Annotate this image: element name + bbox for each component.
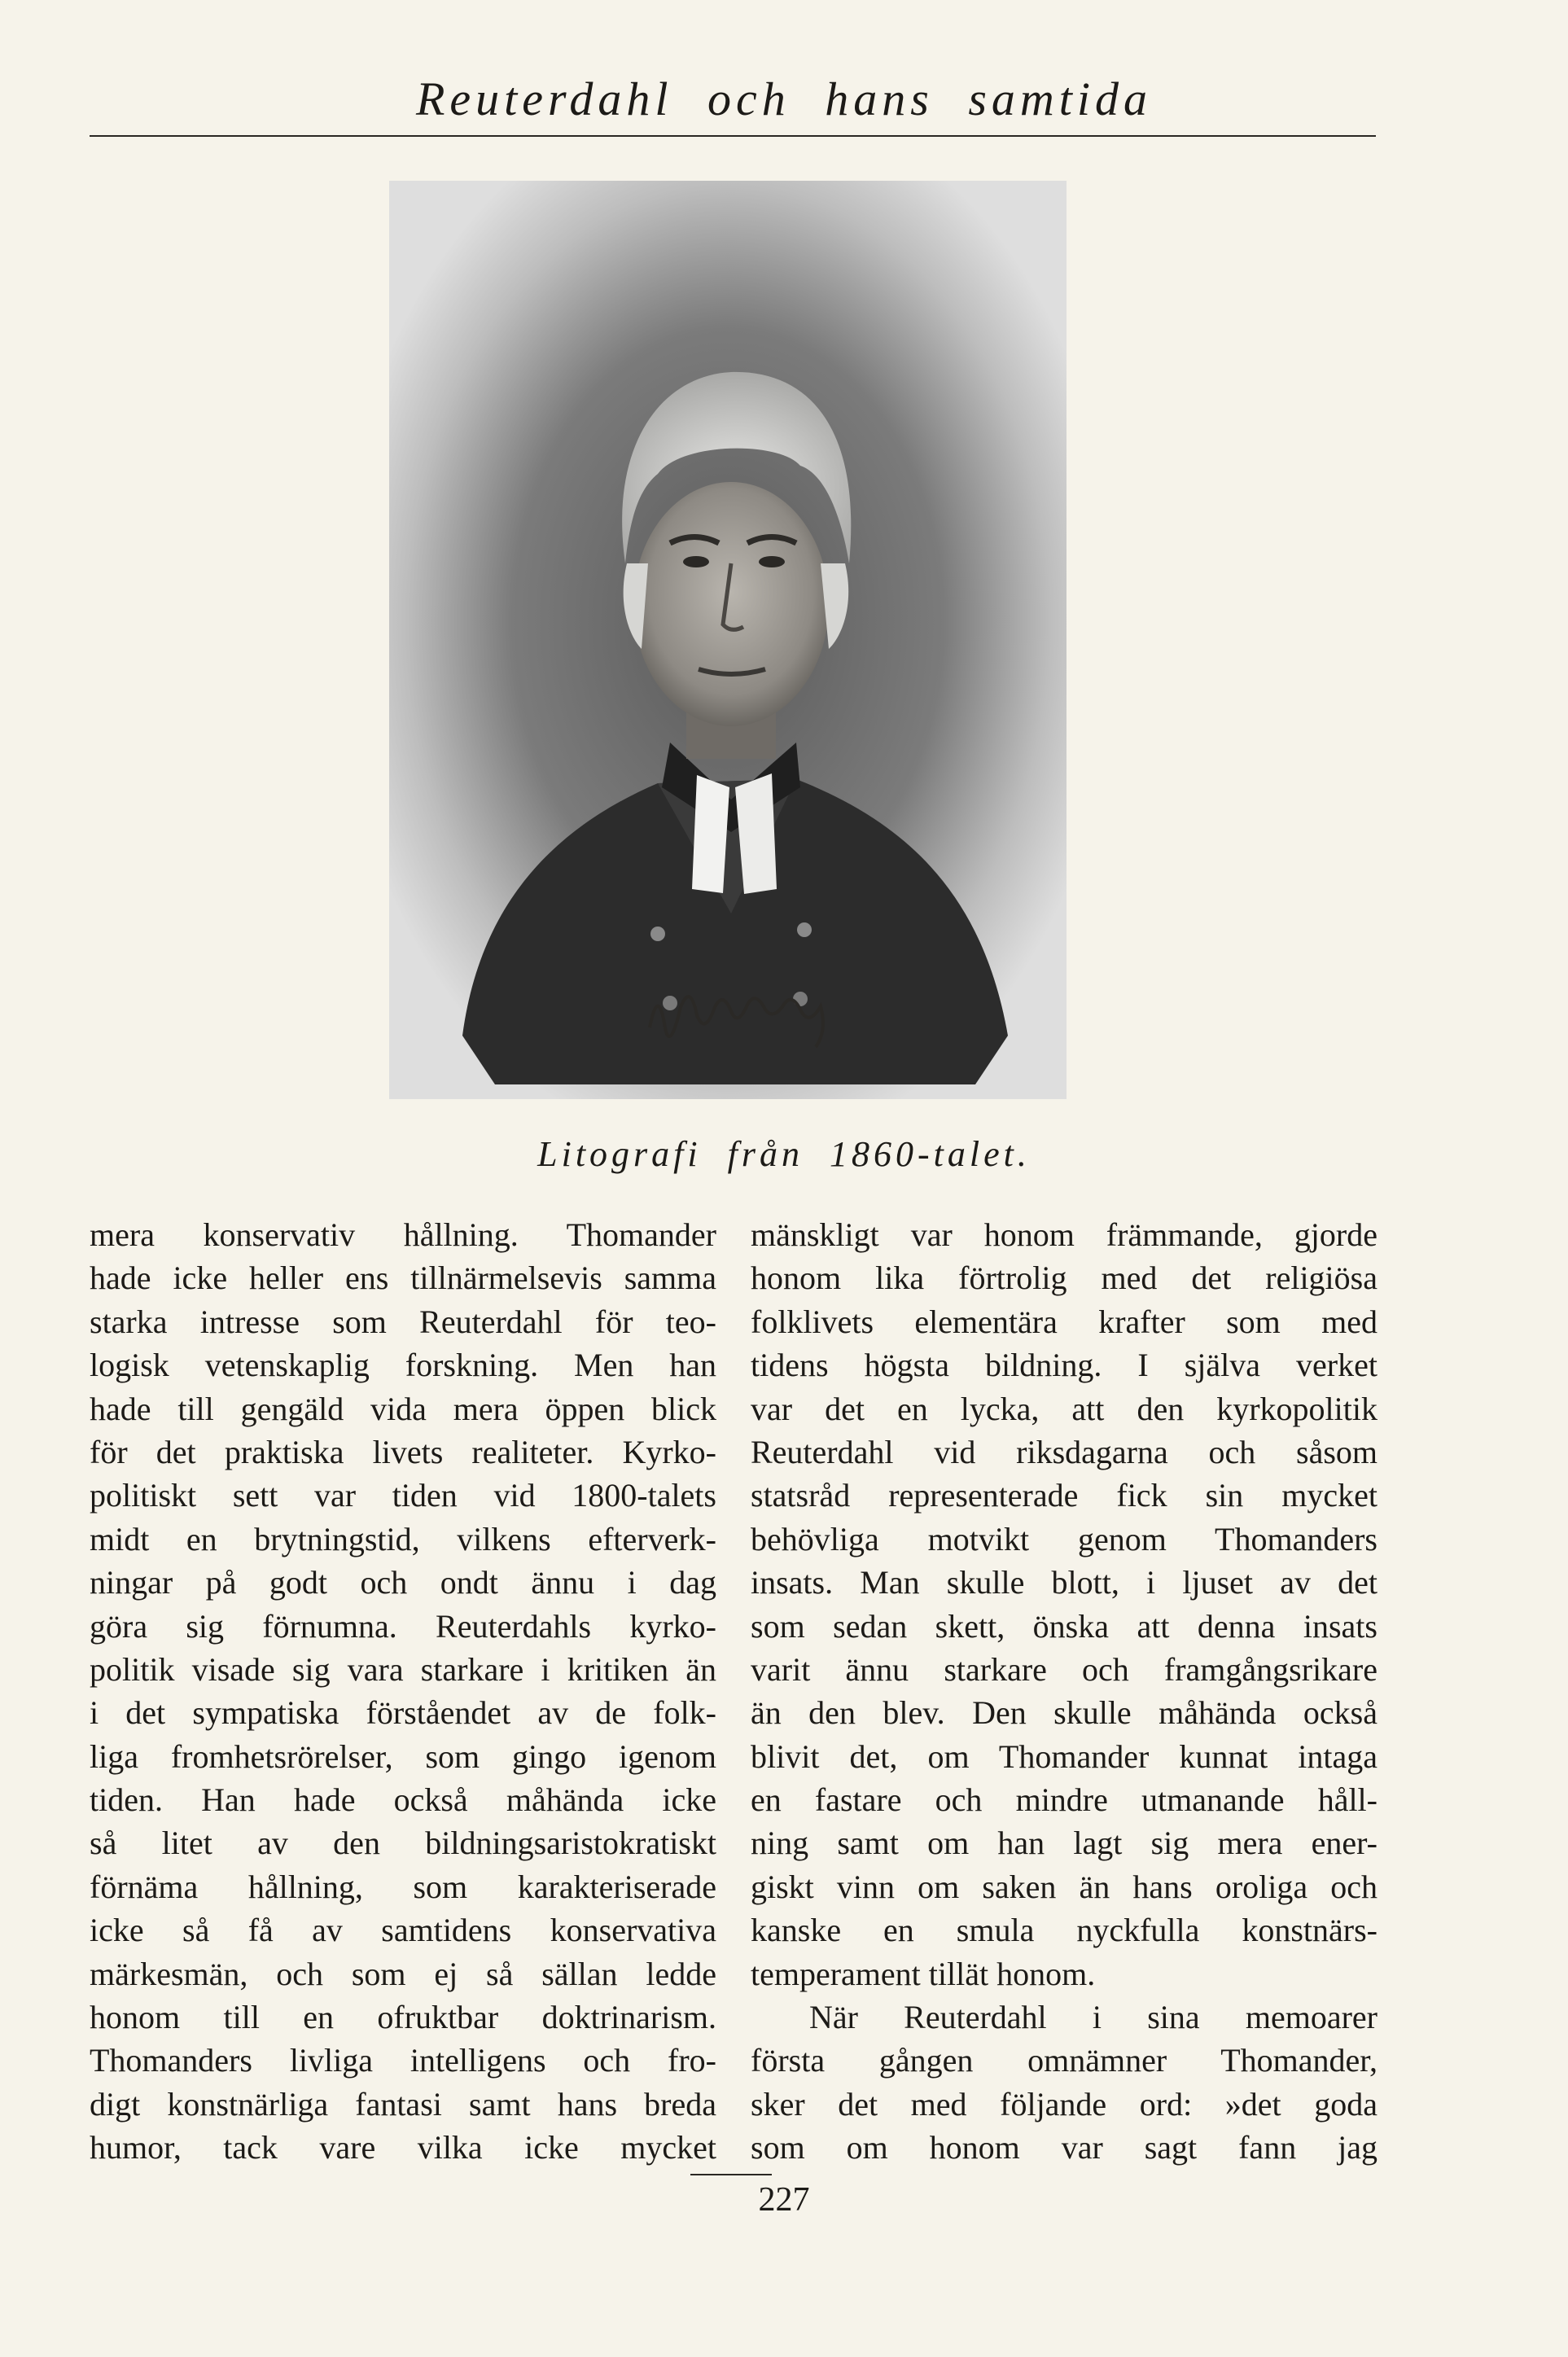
text-line: som om honom var sagt fann jag xyxy=(751,2129,1377,2166)
text-line: digt konstnärliga fantasi samt hans breda xyxy=(90,2085,716,2123)
text-line: blivit det, om Thomander kunnat intaga xyxy=(751,1737,1377,1775)
text-line: honom till en ofruktbar doktrinarism. xyxy=(90,1999,716,2036)
text-line: politik visade sig vara starkare i kritiken än xyxy=(90,1650,716,1688)
text-line: en fastare och mindre utmanande håll- xyxy=(751,1781,1377,1819)
text-line: ningar på godt och ondt ännu i dag xyxy=(90,1564,716,1601)
text-line: för det praktiska livets realiteter. Kyrko- xyxy=(90,1433,716,1470)
left-column xyxy=(90,1213,716,2170)
text-line: Reuterdahl vid riksdagarna och såsom xyxy=(751,1433,1377,1470)
text-line: mänskligt var honom främmande, gjorde xyxy=(751,1216,1377,1253)
header-rule xyxy=(90,135,1376,137)
text-line: honom lika förtrolig med det religiösa xyxy=(751,1260,1377,1297)
text-line: politiskt sett var tiden vid 1800-talets xyxy=(90,1477,716,1514)
text-line: liga fromhetsrörelser, som gingo igenom xyxy=(90,1737,716,1775)
text-line: statsråd representerade fick sin mycket xyxy=(751,1477,1377,1514)
text-line: ning samt om han lagt sig mera ener- xyxy=(751,1825,1377,1862)
text-line: i det sympatiska förståendet av de folk- xyxy=(90,1694,716,1732)
text-line: tidens högsta bildning. I själva verket xyxy=(751,1347,1377,1384)
portrait-lithograph-icon xyxy=(389,181,1067,1099)
text-line: icke så få av samtidens konservativa xyxy=(90,1912,716,1949)
text-line: humor, tack vare vilka icke mycket xyxy=(90,2129,716,2166)
text-line: folklivets elementära krafter som med xyxy=(751,1303,1377,1340)
text-line: kanske en smula nyckfulla konstnärs- xyxy=(751,1912,1377,1949)
right-column xyxy=(751,1213,1377,2170)
text-line: var det en lycka, att den kyrkopolitik xyxy=(751,1390,1377,1427)
text-line: än den blev. Den skulle måhända också xyxy=(751,1694,1377,1732)
text-line: hade till gengäld vida mera öppen blick xyxy=(90,1390,716,1427)
text-line: insats. Man skulle blott, i ljuset av det xyxy=(751,1564,1377,1601)
text-line: logisk vetenskaplig forskning. Men han xyxy=(90,1347,716,1384)
text-line: Thomanders livliga intelligens och fro- xyxy=(90,2042,716,2079)
text-line: varit ännu starkare och framgångsrikare xyxy=(751,1650,1377,1688)
page-number: 227 xyxy=(758,2181,810,2219)
text-line: tiden. Han hade också måhända icke xyxy=(90,1781,716,1819)
text-line: märkesmän, och som ej så sällan ledde xyxy=(90,1955,716,1992)
text-line: hade icke heller ens tillnärmelsevis samma xyxy=(90,1260,716,1297)
text-line: mera konservativ hållning. Thomander xyxy=(90,1216,716,1253)
illustration-caption: Litografi från 1860-talet. xyxy=(537,1134,1031,1174)
portrait-plate xyxy=(389,181,1067,1099)
text-line: giskt vinn om saken än hans oroliga och xyxy=(751,1868,1377,1905)
text-line: midt en brytningstid, vilkens efterverk- xyxy=(90,1520,716,1557)
text-line: så litet av den bildningsaristokratiskt xyxy=(90,1825,716,1862)
running-head: Reuterdahl och hans samtida xyxy=(415,72,1153,125)
text-line: När Reuterdahl i sina memoarer xyxy=(809,1999,1377,2036)
text-line: behövliga motvikt genom Thomanders xyxy=(751,1520,1377,1557)
text-line: som sedan skett, önska att denna insats xyxy=(751,1607,1377,1645)
text-line: sker det med följande ord: »det goda xyxy=(751,2085,1377,2123)
text-line: första gången omnämner Thomander, xyxy=(751,2042,1377,2079)
text-line: göra sig förnumna. Reuterdahls kyrko- xyxy=(90,1607,716,1645)
folio-rule xyxy=(690,2174,772,2175)
text-line: förnäma hållning, som karakteriserade xyxy=(90,1868,716,1905)
text-line: temperament tillät honom. xyxy=(751,1955,1096,1992)
text-line: starka intresse som Reuterdahl för teo- xyxy=(90,1303,716,1340)
